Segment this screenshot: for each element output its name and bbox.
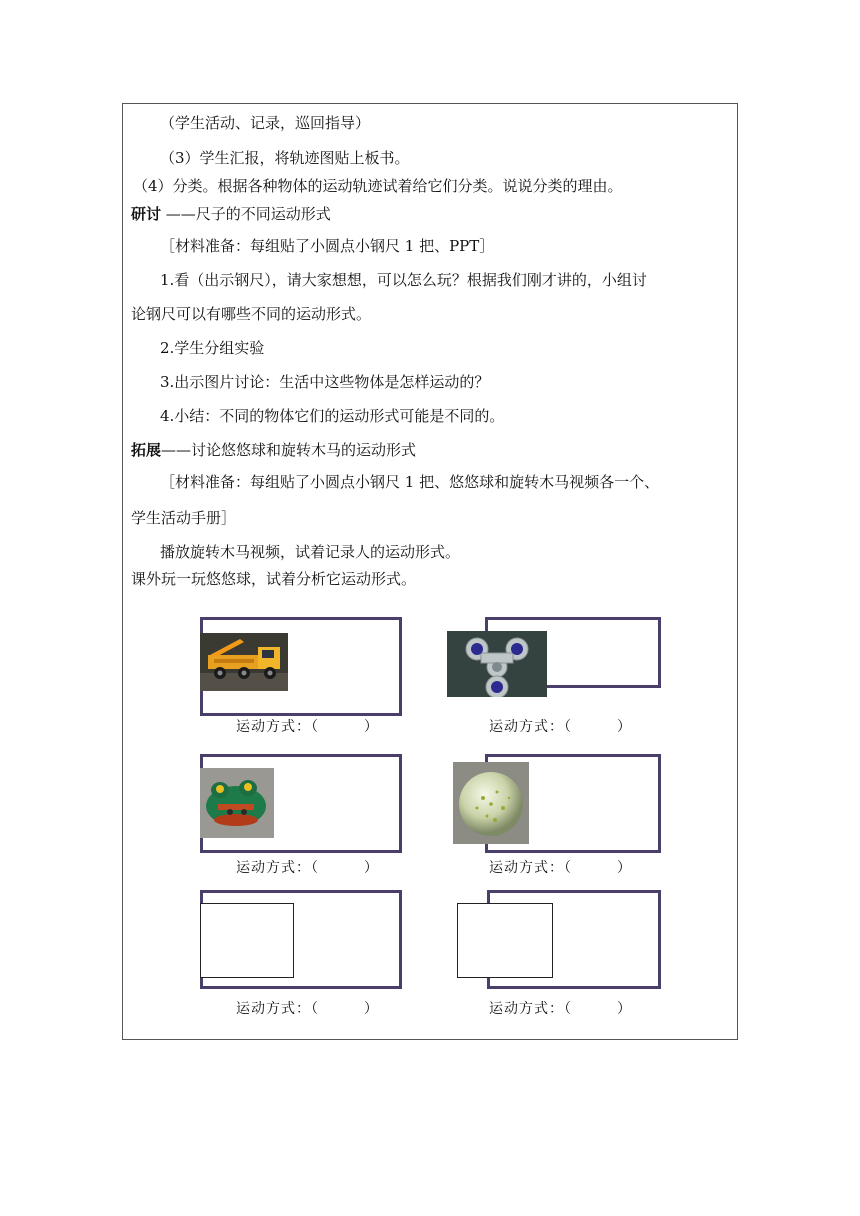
text-line: 学生活动手册］ [131, 509, 237, 527]
text-line: 论钢尺可以有哪些不同的运动形式。 [131, 305, 372, 323]
text-line: 1.看（出示钢尺），请大家想想，可以怎么玩？根据我们刚才讲的，小组讨 [160, 271, 647, 289]
heading-text: ——讨论悠悠球和旋转木马的运动形式 [161, 441, 417, 459]
text-line: 4.小结：不同的物体它们的运动形式可能是不同的。 [160, 407, 505, 425]
blank-picture [200, 903, 294, 978]
worksheet-card [457, 890, 665, 1022]
text-line: （学生活动、记录，巡回指导） [160, 114, 371, 132]
section-heading-extension [131, 440, 416, 460]
worksheet-card [453, 754, 665, 880]
worksheet-card [447, 617, 665, 739]
motion-answer-caption: 运动方式：（ ） [489, 860, 632, 876]
text-line: （3）学生汇报，将轨迹图贴上板书。 [160, 149, 410, 167]
heading-text: ——尺子的不同运动形式 [161, 205, 331, 223]
worksheet-card [200, 754, 410, 880]
motion-answer-caption: 运动方式：（ ） [489, 719, 632, 735]
heading-label: 拓展 [131, 441, 162, 459]
fidget-spinner-icon [447, 631, 547, 697]
glass-marble-icon [453, 762, 529, 844]
text-line: 2.学生分组实验 [160, 339, 265, 357]
text-line: （4）分类。根据各种物体的运动轨迹试着给它们分类。说说分类的理由。 [133, 177, 623, 195]
motion-answer-caption: 运动方式：（ ） [236, 860, 379, 876]
motion-answer-caption: 运动方式：（ ） [489, 1001, 632, 1017]
blank-picture [457, 903, 553, 978]
text-line: ［材料准备：每组贴了小圆点小钢尺 1 把、悠悠球和旋转木马视频各一个、 [160, 473, 660, 491]
text-line: 播放旋转木马视频，试着记录人的运动形式。 [160, 543, 461, 561]
heading-label: 研讨 [131, 205, 162, 223]
section-heading-discussion [131, 204, 331, 224]
motion-answer-caption: 运动方式：（ ） [236, 719, 379, 735]
text-line: 课外玩一玩悠悠球，试着分析它运动形式。 [131, 570, 417, 588]
worksheet-card [200, 617, 410, 739]
motion-answer-caption: 运动方式：（ ） [236, 1001, 379, 1017]
text-line: ［材料准备：每组贴了小圆点小钢尺 1 把、PPT］ [160, 237, 495, 255]
toy-truck-icon [200, 633, 288, 691]
worksheet-card [200, 890, 410, 1022]
text-line: 3.出示图片讨论：生活中这些物体是怎样运动的？ [160, 373, 490, 391]
toy-frog-icon [200, 768, 274, 838]
